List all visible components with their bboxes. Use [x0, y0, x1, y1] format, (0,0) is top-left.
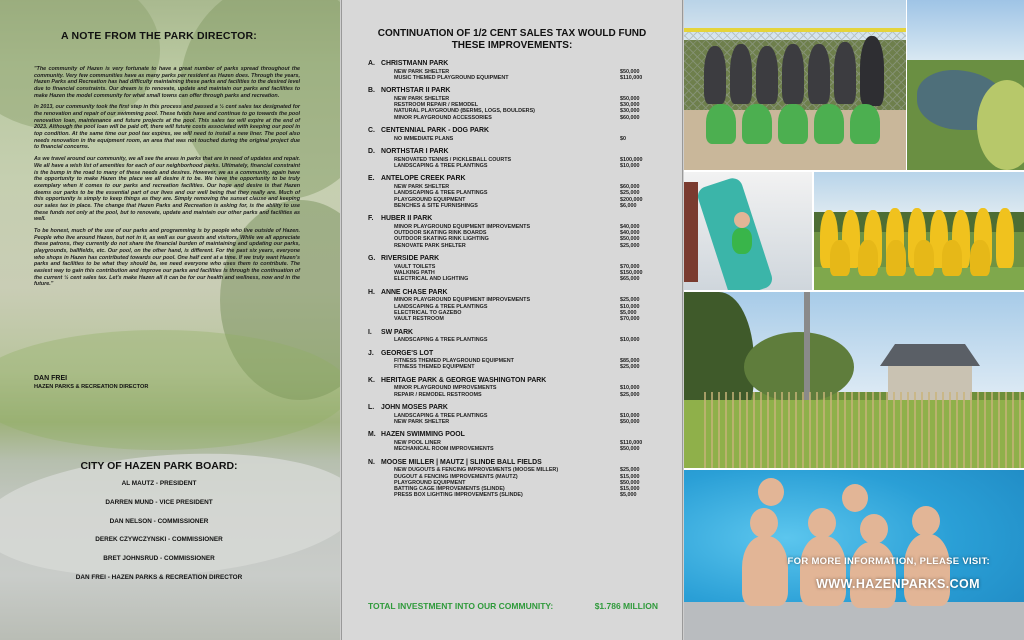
- park-name: NORTHSTAR II PARK: [381, 87, 451, 95]
- park-section: [368, 329, 660, 344]
- park-name: ANTELOPE CREEK PARK: [381, 175, 466, 183]
- improvement-description: NATURAL PLAYGROUND (BERMS, LOGS, BOULDERS): [394, 108, 535, 115]
- park-section: [368, 431, 660, 452]
- park-section: [368, 459, 660, 499]
- improvement-amount: $150,000: [620, 269, 643, 276]
- improvement-item: [368, 419, 660, 425]
- park-section-heading: [368, 175, 660, 184]
- park-section-letter: N.: [368, 458, 375, 466]
- playground-slide-photo: [684, 172, 812, 290]
- park-section-heading: [368, 289, 660, 298]
- improvement-amount: $50,000: [620, 418, 640, 425]
- improvement-description: LANDSCAPING & TREE PLANTINGS: [394, 412, 488, 419]
- softball-team-photo: [684, 0, 906, 170]
- park-section-letter: E.: [368, 175, 375, 183]
- improvement-amount: $10,000: [620, 162, 640, 169]
- improvements-list: [368, 60, 660, 505]
- park-section-letter: F.: [368, 215, 374, 223]
- improvement-amount: $5,000: [620, 492, 637, 499]
- park-section: [368, 350, 660, 371]
- improvement-item: [368, 163, 660, 169]
- park-name: MOOSE MILLER | MAUTZ | SLINDE BALL FIELDS: [381, 458, 542, 466]
- improvement-amount: $30,000: [620, 108, 640, 115]
- river-photo: [907, 0, 1024, 170]
- park-name: HUBER II PARK: [381, 215, 433, 223]
- park-section-letter: H.: [368, 288, 375, 296]
- improvement-description: VAULT RESTROOM: [394, 316, 444, 323]
- letter-paragraph: To be honest, much of the use of our parks and programming is by people who live outside of Hazen. People who live around Hazen, but not in it, as well as our guests and visitors. While we all appreciate these patrons, they currently do not share the financial burden of maintaining and updating our parks, playgrounds, ballfields, etc. Our pool, on the other hand, is different. For the past six years, everyone who shops in Hazen has contributed towards our pool. One half cent at a time. If we truly want Hazen's parks and facilities to be what they should be, we need everyone who uses them to contribute. The easiest way to gain this contribution and improve our parks and facilities is through the continuation of the current ½ cent sales tax. Let's make Hazen all it can be for our health and wellness, now and in the future.": [34, 228, 300, 288]
- improvement-description: MINOR PLAYGROUND EQUIPMENT IMPROVEMENTS: [394, 297, 531, 304]
- park-name: CHRISTMANN PARK: [381, 60, 449, 67]
- improvement-description: LANDSCAPING & TREE PLANTINGS: [394, 190, 488, 197]
- park-shelter-photo: [684, 292, 1024, 468]
- park-section: [368, 87, 660, 121]
- improvement-amount: $25,000: [620, 297, 640, 304]
- improvement-amount: $70,000: [620, 316, 640, 323]
- park-name: GEORGE'S LOT: [381, 349, 434, 357]
- improvement-description: PRESS BOX LIGHTING IMPROVEMENTS (SLINDE): [394, 492, 523, 499]
- park-section-letter: I.: [368, 328, 372, 336]
- improvement-amount: $60,000: [620, 114, 640, 121]
- letter-paragraph: In 2013, our community took the first step in this process and passed a ½ cent sales tax designated for the renovation and repair of our swimming pool. These funds have and continue to go towards the pool renovation loan, maintenance and future projects at the pool. This sales tax will expire at the end of 2023. Although the pool loan will be paid off, there will future costs associated with keeping our pool in top condition. At the same time our pool tax expires, we will need to install a new liner. The pool also needs renovation in the equipment room, an area that was not touched during the original project due to financial concerns.: [34, 104, 300, 151]
- swimming-pool-photo: [684, 470, 1024, 640]
- park-section-heading: [368, 404, 660, 413]
- park-section: [368, 377, 660, 398]
- baseball-team-photo: [814, 172, 1024, 290]
- park-board-list: [34, 480, 284, 593]
- board-member: DAN NELSON - COMMISSIONER: [109, 517, 209, 525]
- improvement-amount: $200,000: [620, 196, 643, 203]
- improvements-title-line: THESE IMPROVEMENTS:: [451, 40, 573, 51]
- photo-collage: [684, 0, 1024, 640]
- improvement-amount: $10,000: [620, 337, 640, 344]
- improvement-description: NEW PARK SHELTER: [394, 68, 450, 75]
- improvement-amount: $50,000: [620, 68, 640, 75]
- park-section: [368, 175, 660, 209]
- website-url[interactable]: WWW.HAZENPARKS.COM: [816, 577, 980, 591]
- improvements-title-line: CONTINUATION OF 1/2 CENT SALES TAX WOULD FUND: [377, 28, 647, 39]
- park-section-letter: C.: [368, 127, 375, 135]
- park-section-letter: M.: [368, 431, 376, 439]
- improvement-item: [368, 136, 660, 142]
- park-section-heading: [368, 459, 660, 468]
- improvement-description: NEW PARK SHELTER: [394, 418, 450, 425]
- total-label: TOTAL INVESTMENT INTO OUR COMMUNITY:: [368, 601, 554, 611]
- improvement-description: MUSIC THEMED PLAYGROUND EQUIPMENT: [394, 74, 509, 81]
- improvement-description: PLAYGROUND EQUIPMENT: [394, 479, 466, 486]
- improvement-description: FITNESS THEMED PLAYGROUND EQUIPMENT: [394, 358, 514, 365]
- improvement-description: PLAYGROUND EQUIPMENT: [394, 196, 466, 203]
- improvement-description: MECHANICAL ROOM IMPROVEMENTS: [394, 446, 494, 453]
- improvement-amount: $25,000: [620, 467, 640, 474]
- improvement-description: RESTROOM REPAIR / REMODEL: [394, 102, 479, 109]
- improvement-amount: $10,000: [620, 385, 640, 392]
- improvement-item: [368, 337, 660, 343]
- park-name: HAZEN SWIMMING POOL: [381, 431, 465, 439]
- improvement-description: VAULT TOILETS: [394, 263, 436, 270]
- improvement-amount: $5,000: [620, 309, 637, 316]
- improvement-amount: $110,000: [620, 74, 643, 81]
- improvement-amount: $40,000: [620, 230, 640, 237]
- park-name: HERITAGE PARK & GEORGE WASHINGTON PARK: [381, 376, 547, 384]
- park-section-heading: [368, 60, 660, 69]
- improvement-description: NEW POOL LINER: [394, 439, 441, 446]
- park-section: [368, 148, 660, 169]
- park-name: CENTENNIAL PARK - DOG PARK: [381, 127, 489, 135]
- park-section: [368, 60, 660, 81]
- park-section-letter: G.: [368, 255, 376, 263]
- improvement-description: RENOVATE PARK SHELTER: [394, 242, 466, 249]
- improvements-title: [342, 28, 682, 52]
- park-section: [368, 289, 660, 323]
- park-section-letter: L.: [368, 404, 375, 412]
- improvement-amount: $40,000: [620, 223, 640, 230]
- park-section-heading: [368, 377, 660, 386]
- improvement-description: BENCHES & SITE FURNISHINGS: [394, 202, 478, 209]
- improvement-description: FITNESS THEMED EQUIPMENT: [394, 364, 475, 371]
- improvement-description: BATTING CAGE IMPROVEMENTS (SLINDE): [394, 486, 505, 493]
- board-member: AL MAUTZ - PRESIDENT: [121, 480, 197, 487]
- improvement-description: MINOR PLAYGROUND ACCESSORIES: [394, 114, 492, 121]
- improvement-amount: $25,000: [620, 242, 640, 249]
- park-section-heading: [368, 255, 660, 264]
- park-section-letter: K.: [368, 376, 375, 384]
- board-member: BRET JOHNSRUD - COMMISSIONER: [103, 555, 215, 563]
- improvement-description: DUGOUT & FENCING IMPROVEMENTS (MAUTZ): [394, 473, 518, 480]
- improvement-item: [368, 115, 660, 121]
- improvement-amount: $70,000: [620, 263, 640, 270]
- total-investment: [368, 601, 660, 611]
- letter-paragraph: "The community of Hazen is very fortunate to have a great number of parks spread throughout the community. Very few communities have as many parks per resident as Hazen does. Through the years, Hazen Parks and Recreation has had difficulty maintaining these parks and facilities to the desired level due to financial constraints. Our dream is to renovate, update and maintain our parks and facilities to make Hazen the model community for what small towns can offer through parks and recreation.: [34, 66, 300, 99]
- improvement-amount: $10,000: [620, 303, 640, 310]
- park-section: [368, 127, 660, 142]
- improvement-description: ELECTRICAL AND LIGHTING: [394, 276, 469, 283]
- improvement-description: MINOR PLAYGROUND IMPROVEMENTS: [394, 385, 497, 392]
- improvement-amount: $65,000: [620, 276, 640, 283]
- signature-title: HAZEN PARKS & RECREATION DIRECTOR: [34, 384, 149, 390]
- improvement-item: [368, 75, 660, 81]
- improvement-item: [368, 492, 660, 498]
- improvement-amount: $50,000: [620, 95, 640, 102]
- park-section-heading: [368, 431, 660, 440]
- park-name: NORTHSTAR I PARK: [381, 148, 449, 156]
- park-section-heading: [368, 350, 660, 359]
- improvement-amount: $6,000: [620, 202, 637, 209]
- improvement-amount: $10,000: [620, 412, 640, 419]
- improvement-description: WALKING PATH: [394, 269, 435, 276]
- improvement-description: MINOR PLAYGROUND EQUIPMENT IMPROVEMENTS: [394, 223, 531, 230]
- improvement-amount: $100,000: [620, 156, 643, 163]
- improvement-amount: $15,000: [620, 473, 640, 480]
- improvement-item: [368, 203, 660, 209]
- improvement-description: ELECTRICAL TO GAZEBO: [394, 309, 462, 316]
- improvement-amount: $110,000: [620, 439, 643, 446]
- improvement-description: OUTDOOR SKATING RINK LIGHTING: [394, 236, 489, 243]
- park-section: [368, 215, 660, 249]
- improvement-description: LANDSCAPING & TREE PLANTINGS: [394, 303, 488, 310]
- improvement-amount: $0: [620, 135, 626, 142]
- park-board-title: CITY OF HAZEN PARK BOARD:: [80, 460, 238, 472]
- improvement-description: REPAIR / REMODEL RESTROOMS: [394, 391, 482, 398]
- improvement-item: [368, 276, 660, 282]
- improvement-item: [368, 243, 660, 249]
- improvement-item: [368, 392, 660, 398]
- board-member: DEREK CZYWCZYNSKI - COMMISSIONER: [95, 536, 223, 544]
- improvement-description: OUTDOOR SKATING RINK BOARDS: [394, 230, 487, 237]
- improvement-amount: $25,000: [620, 391, 640, 398]
- improvement-item: [368, 364, 660, 370]
- improvement-amount: $15,000: [620, 486, 640, 493]
- board-member: DARREN MUND - VICE PRESIDENT: [105, 498, 213, 506]
- park-name: SW PARK: [381, 328, 414, 336]
- park-section-heading: [368, 87, 660, 96]
- park-section-heading: [368, 148, 660, 157]
- park-section-letter: D.: [368, 148, 375, 156]
- park-name: RIVERSIDE PARK: [381, 255, 440, 263]
- improvements-panel: [341, 0, 683, 640]
- letter-paragraph: As we travel around our community, we all see the areas in parks that are in need of updates and repair. We all have a wish list of amenities for each of our neighborhood parks. Ultimately, financial constraint is the bump in the road to many of these needs and desires. However, we as a community, again have the opportunity to make Hazen the place we all desire it to be. We have the opportunity to be truly exemplary when it comes to our parks and recreation facilities. Our hope and desire is that Hazen deems our parks to be the essential part of our lives and our well being that they really are. Much of this opportunity is simply to keep things as they are. Simply removing the sunset clause and keeping our sales tax in place. The change that Hazen Parks and Recreation is asking for, is the ability to use these funds not only at the pool, but to renovate, update and maintain our other parks and facilities as well.: [34, 156, 300, 223]
- park-section: [368, 255, 660, 282]
- improvement-description: NO IMMEDIATE PLANS: [394, 135, 454, 142]
- park-name: JOHN MOSES PARK: [381, 404, 448, 412]
- park-section-letter: A.: [368, 60, 375, 67]
- improvement-amount: $25,000: [620, 190, 640, 197]
- improvement-amount: $60,000: [620, 183, 640, 190]
- improvement-description: RENOVATED TENNIS / PICKLEBALL COURTS: [394, 156, 512, 163]
- improvement-description: NEW PARK SHELTER: [394, 183, 450, 190]
- improvement-description: NEW PARK SHELTER: [394, 95, 450, 102]
- director-note-title: A NOTE FROM THE PARK DIRECTOR:: [61, 30, 257, 42]
- improvement-description: LANDSCAPING & TREE PLANTINGS: [394, 337, 488, 344]
- total-amount: $1.786 MILLION: [594, 601, 658, 611]
- improvement-amount: $25,000: [620, 364, 640, 371]
- park-name: ANNE CHASE PARK: [381, 288, 448, 296]
- park-section-letter: B.: [368, 87, 375, 95]
- park-section-heading: [368, 215, 660, 224]
- park-section-heading: [368, 329, 660, 338]
- improvement-item: [368, 446, 660, 452]
- improvement-amount: $50,000: [620, 446, 640, 453]
- improvement-description: LANDSCAPING & TREE PLANTINGS: [394, 162, 488, 169]
- director-panel: [0, 0, 340, 640]
- improvement-amount: $50,000: [620, 479, 640, 486]
- improvement-item: [368, 316, 660, 322]
- improvement-amount: $30,000: [620, 102, 640, 109]
- more-info-text: FOR MORE INFORMATION, PLEASE VISIT:: [787, 556, 990, 567]
- park-section: [368, 404, 660, 425]
- board-member: DAN FREI - HAZEN PARKS & RECREATION DIRECTOR: [75, 573, 243, 581]
- improvement-amount: $50,000: [620, 236, 640, 243]
- director-letter: [34, 66, 300, 293]
- park-section-heading: [368, 127, 660, 136]
- improvement-description: NEW DUGOUTS & FENCING IMPROVEMENTS (MOOSE MILLER): [394, 467, 559, 474]
- park-section-letter: J.: [368, 349, 374, 357]
- improvement-amount: $85,000: [620, 358, 640, 365]
- signature-name: DAN FREI: [34, 375, 68, 382]
